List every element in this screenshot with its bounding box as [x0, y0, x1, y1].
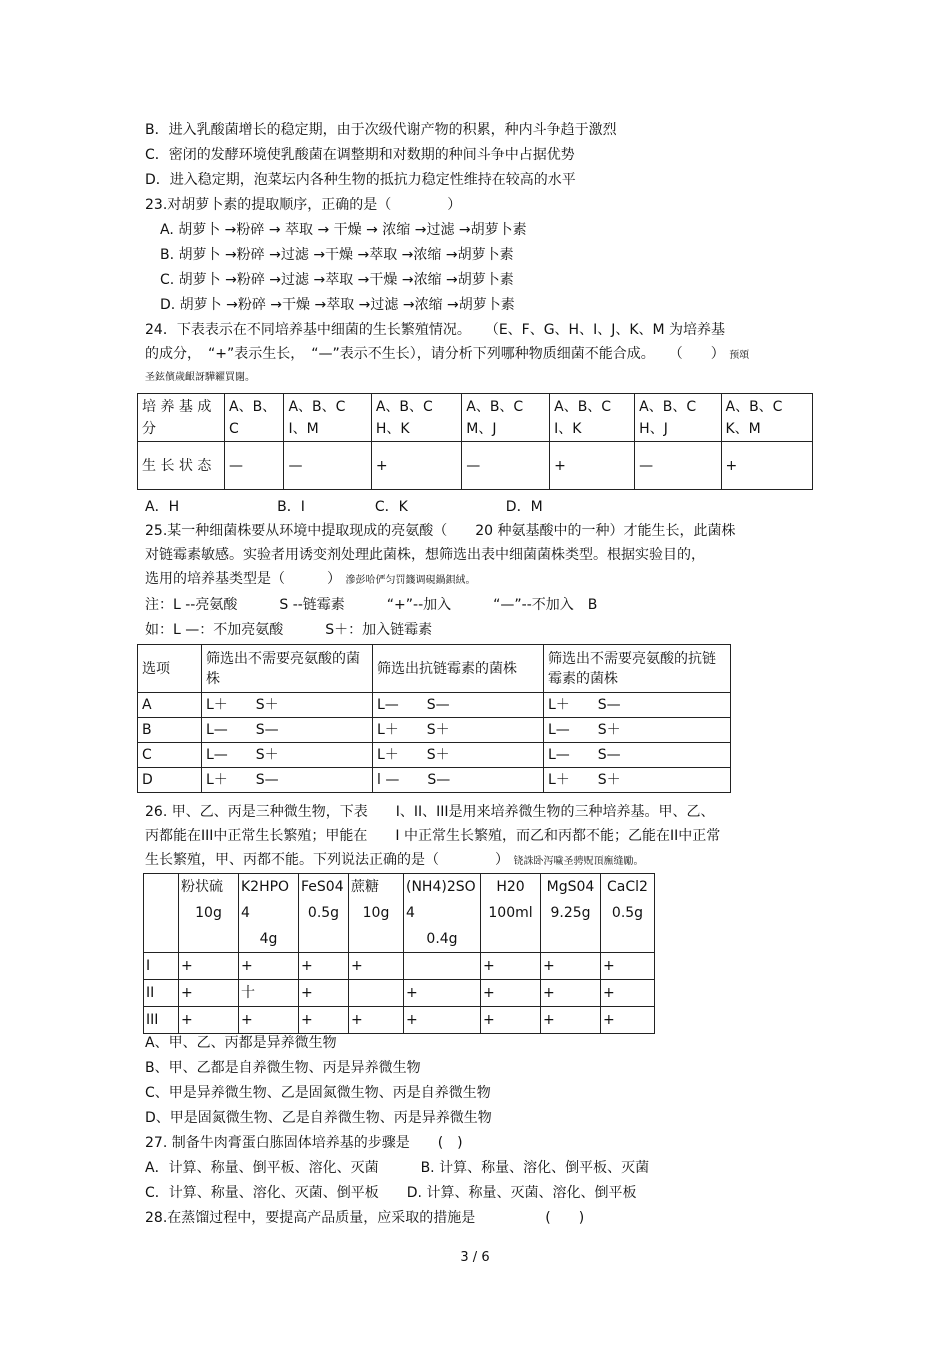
table-cell: —: [225, 442, 284, 490]
q24-table: [137, 393, 813, 490]
table-cell: +: [721, 442, 813, 490]
table-row: [144, 874, 655, 953]
table-cell: L＋ S—: [544, 693, 731, 718]
q23-option-c: C. 胡萝卜 →粉碎 →过滤 →萃取 →干燥 →浓缩 →胡萝卜素: [160, 272, 514, 288]
q26-stem-line3-text: 生长繁殖，甲、丙都不能。下列说法正确的是（ ）: [145, 852, 509, 868]
medium-name: K2HPO4: [241, 879, 290, 921]
q25-stem-line2: 对链霉素敏感。实验者用诱变剂处理此菌株，想筛选出表中细菌菌株类型。根据实验目的，: [145, 547, 705, 563]
table-cell: +: [550, 442, 635, 490]
table-cell: +: [541, 1007, 601, 1034]
table-cell: +: [179, 1007, 239, 1034]
table-cell: L— S—: [544, 743, 731, 768]
q24-stem-line2: [145, 344, 749, 366]
table-cell: L＋ S＋: [544, 768, 731, 793]
q22-option-d: D．进入稳定期，泡菜坛内各种生物的抵抗力稳定性维持在较高的水平: [145, 172, 576, 188]
table-row: [144, 953, 655, 980]
q25-stem-line3: [145, 569, 475, 591]
q26-stem-line2: 丙都能在III中正常生长繁殖；甲能在 I 中正常生长繁殖，而乙和丙都不能；乙能在II中正常: [145, 828, 721, 844]
q26-garbled-suffix: 铙誅卧泻噦圣骋贶頂廡缝勵。: [513, 856, 644, 867]
table-cell: A、B、C K、M: [721, 394, 813, 442]
q27-options-cd: C．计算、称量、溶化、灭菌、倒平板 D. 计算、称量、灭菌、溶化、倒平板: [145, 1185, 637, 1201]
medium-name: MgS04: [546, 879, 595, 895]
table-cell: A、B、C H、J: [635, 394, 721, 442]
q25-stem-line1: 25.某一种细菌株要从环境中提取现成的亮氨酸（ 20 种氨基酸中的一种）才能生长，此菌株: [145, 523, 736, 539]
table-header: 筛选出不需要亮氨酸的菌株: [202, 645, 373, 693]
table-header: [481, 874, 541, 953]
q26-option-a: A、甲、乙、丙都是异养微生物: [145, 1035, 337, 1051]
q27-stem: 27. 制备牛肉膏蛋白胨固体培养基的步骤是 ( ): [145, 1135, 463, 1151]
q24-options: A．H B．I C．K D．M: [145, 499, 543, 515]
table-header: 筛选出抗链霉素的菌株: [373, 645, 544, 693]
table-corner: [144, 874, 179, 953]
table-cell: 培 养 基 成分: [138, 394, 225, 442]
table-cell: +: [404, 980, 481, 1007]
table-cell: A: [138, 693, 202, 718]
table-cell: +: [404, 1007, 481, 1034]
q23-option-d: D. 胡萝卜 →粉碎 →干燥 →萃取 →过滤 →浓缩 →胡萝卜素: [160, 297, 515, 313]
table-cell: A、B、C I、M: [284, 394, 371, 442]
table-cell: +: [349, 1007, 404, 1034]
table-cell: C: [138, 743, 202, 768]
q24-stem-line1: 24．下表表示在不同培养基中细菌的生长繁殖情况。 （E、F、G、H、I、J、K、M 为培养基: [145, 322, 726, 338]
table-cell: l — S—: [373, 768, 544, 793]
q25-stem-line3-text: 选用的培养基类型是（ ）: [145, 571, 341, 587]
table-cell: +: [299, 1007, 349, 1034]
table-row: [144, 1007, 655, 1034]
medium-amount: 4g: [259, 931, 278, 947]
table-cell: +: [239, 1007, 299, 1034]
table-cell: —: [462, 442, 550, 490]
table-cell: L＋ S＋: [373, 743, 544, 768]
table-cell: III: [144, 1007, 179, 1034]
table-cell: +: [239, 953, 299, 980]
table-header: [404, 874, 481, 953]
table-header: [541, 874, 601, 953]
q24-garbled-suffix: 预頌: [729, 350, 750, 361]
q26-option-b: B、甲、乙都是自养微生物、丙是异养微生物: [145, 1060, 421, 1076]
q26-stem-line1: 26. 甲、乙、丙是三种微生物，下表 I、II、III是用来培养微生物的三种培养基。甲、乙、: [145, 804, 715, 820]
table-row: [138, 645, 731, 693]
table-cell: A、B、C M、J: [462, 394, 550, 442]
medium-amount: 0.5g: [611, 905, 644, 921]
medium-name: H20: [496, 879, 525, 895]
q26-stem-line3: [145, 850, 643, 872]
table-cell: L＋ S＋: [202, 693, 373, 718]
table-cell: L— S＋: [202, 743, 373, 768]
table-cell: I: [144, 953, 179, 980]
table-header: 筛选出不需要亮氨酸的抗链霉素的菌株: [544, 645, 731, 693]
q22-option-b: B．进入乳酸菌增长的稳定期，由于次级代谢产物的积累，种内斗争趋于激烈: [145, 122, 617, 138]
table-row: [138, 442, 813, 490]
q25-table: [137, 644, 731, 793]
table-cell: D: [138, 768, 202, 793]
medium-amount: 100ml: [488, 905, 533, 921]
page-number: 3 / 6: [460, 1250, 490, 1265]
table-header: [299, 874, 349, 953]
table-cell: +: [541, 953, 601, 980]
table-cell: +: [299, 953, 349, 980]
medium-amount: 10g: [195, 905, 222, 921]
table-cell: —: [635, 442, 721, 490]
q25-note-1: 注：L --亮氨酸 S --链霉素 “+”--加入 “—”--不加入 B: [145, 597, 598, 613]
table-cell: +: [349, 953, 404, 980]
q22-option-c: C．密闭的发酵环境使乳酸菌在调整期和对数期的种间斗争中占据优势: [145, 147, 575, 163]
q23-option-a: A. 胡萝卜 →粉碎 → 萃取 → 干燥 → 浓缩 →过滤 →胡萝卜素: [160, 222, 527, 238]
table-cell: +: [541, 980, 601, 1007]
table-cell: [349, 980, 404, 1007]
table-row: [144, 980, 655, 1007]
q26-option-d: D、甲是固氮微生物、乙是自养微生物、丙是异养微生物: [145, 1110, 492, 1126]
q26-option-c: C、甲是异养微生物、乙是固氮微生物、丙是自养微生物: [145, 1085, 491, 1101]
table-cell: +: [481, 953, 541, 980]
table-cell: L— S—: [373, 693, 544, 718]
medium-name: 蔗糖: [351, 879, 379, 895]
table-cell: +: [179, 953, 239, 980]
table-cell: —: [284, 442, 371, 490]
table-cell: [404, 953, 481, 980]
table-row: [138, 743, 731, 768]
table-cell: B: [138, 718, 202, 743]
q28-stem: 28.在蒸馏过程中，要提高产品质量，应采取的措施是 ( ): [145, 1210, 585, 1226]
medium-amount: 0.5g: [307, 905, 340, 921]
table-header: [601, 874, 655, 953]
table-row: [138, 693, 731, 718]
medium-name: FeS04: [301, 879, 344, 895]
table-cell: A、B、C I、K: [550, 394, 635, 442]
table-cell: +: [601, 953, 655, 980]
table-cell: A、B、C: [225, 394, 284, 442]
table-cell: +: [601, 1007, 655, 1034]
table-cell: +: [601, 980, 655, 1007]
table-cell: II: [144, 980, 179, 1007]
table-cell: +: [179, 980, 239, 1007]
table-cell: +: [371, 442, 461, 490]
table-cell: +: [481, 980, 541, 1007]
table-header: [179, 874, 239, 953]
table-row: [138, 768, 731, 793]
q27-options-ab: A．计算、称量、倒平板、溶化、灭菌 B. 计算、称量、溶化、倒平板、灭菌: [145, 1160, 650, 1176]
medium-amount: 9.25g: [550, 905, 591, 921]
table-header: [349, 874, 404, 953]
table-cell: 十: [239, 980, 299, 1007]
q23-option-b: B. 胡萝卜 →粉碎 →过滤 →干燥 →萃取 →浓缩 →胡萝卜素: [160, 247, 514, 263]
q24-stem-line2-text: 的成分， “+”表示生长， “—”表示不生长），请分析下列哪种物质细菌不能合成。 （ ）: [145, 346, 725, 362]
medium-amount: 0.4g: [426, 931, 458, 947]
table-row: [138, 718, 731, 743]
table-cell: L＋ S—: [202, 768, 373, 793]
q23-stem: 23.对胡萝卜素的提取顺序，正确的是（ ）: [145, 197, 462, 213]
table-cell: 生 长 状 态: [138, 442, 225, 490]
q25-note-2: 如：L —：不加亮氨酸 S＋：加入链霉素: [145, 622, 433, 638]
table-header: [239, 874, 299, 953]
table-cell: A、B、C H、K: [371, 394, 461, 442]
medium-amount: 10g: [362, 905, 390, 921]
medium-name: CaCl2: [607, 879, 648, 895]
table-cell: +: [481, 1007, 541, 1034]
table-cell: L— S—: [202, 718, 373, 743]
table-cell: L＋ S＋: [373, 718, 544, 743]
table-header: 选项: [138, 645, 202, 693]
q26-table: [143, 873, 655, 1034]
table-cell: L— S＋: [544, 718, 731, 743]
table-cell: +: [299, 980, 349, 1007]
medium-name: 粉状硫: [181, 879, 223, 895]
q25-garbled-suffix: 滲彭哈俨匀罚籛调硯鍋鋇絨。: [345, 575, 476, 586]
table-row: [138, 394, 813, 442]
medium-name: (NH4)2SO4: [406, 879, 476, 921]
q24-garbled-line: 圣鉉儐歲齦訝驊糴買闥。: [145, 372, 255, 383]
